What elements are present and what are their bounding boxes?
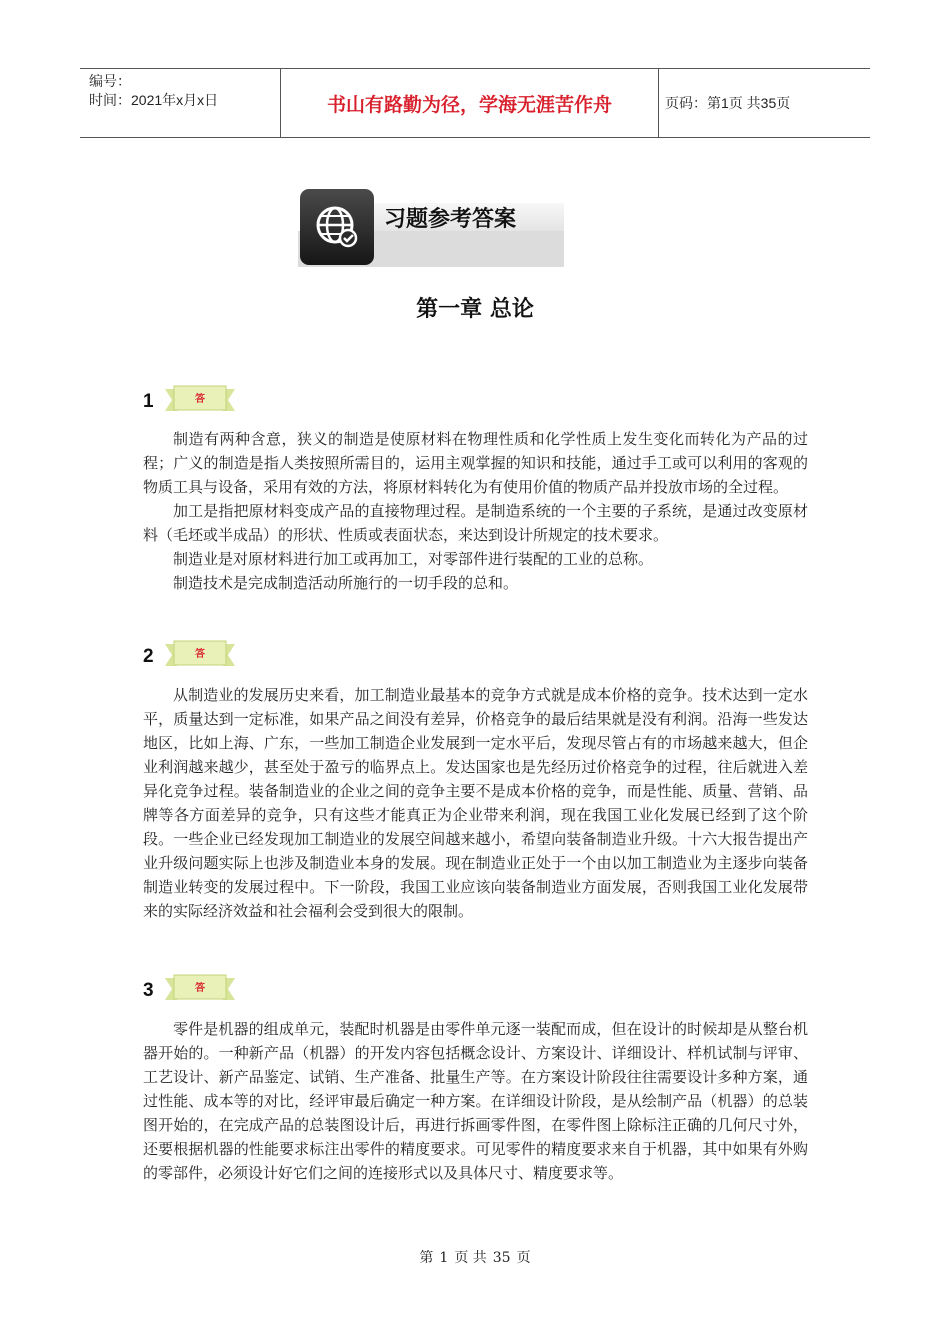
section-3-body xyxy=(143,1017,808,1185)
answer-ribbon-icon xyxy=(165,385,235,417)
answer-banner xyxy=(298,189,564,267)
footer-total: 35 xyxy=(492,1250,511,1266)
paragraph: 制造有两种含意，狭义的制造是使原材料在物理性质和化学性质上发生变化而转化为产品的过程；广义的制造是指人类按照所需目的，运用主观掌握的知识和技能，通过手工或可以利用的客观的物质工具与设备，采用有效的方法，将原材料转化为有使用价值的物质产品并投放市场的全过程。 xyxy=(143,430,808,496)
section-number: 1 xyxy=(143,391,154,412)
date-label: 时间：2021年x月x日 xyxy=(89,92,219,108)
paragraph: 零件是机器的组成单元，装配时机器是由零件单元逐一装配而成，但在设计的时候却是从整台机器开始的。一种新产品（机器）的开发内容包括概念设计、方案设计、详细设计、样机试制与评审、工艺设计、新产品鉴定、试销、生产准备、批量生产等。在方案设计阶段往往需要设计多种方案，通过性能、成本等的对比，经评审最后确定一种方案。在详细设计阶段，是从绘制产品（机器）的总装图开始的，在完成产品的总装图设计后，再进行拆画零件图，在零件图上除标注正确的几何尺寸外，还要根据机器的性能要求标注出零件的精度要求。可见零件的精度要求来自于机器，其中如果有外购的零部件，必须设计好它们之间的连接形式以及具体尺寸、精度要求等。 xyxy=(143,1020,808,1182)
banner-title: 习题参考答案 xyxy=(384,207,517,232)
paragraph: 制造技术是完成制造活动所施行的一切手段的总和。 xyxy=(173,574,519,592)
header-meta xyxy=(80,69,281,137)
answer-ribbon-icon xyxy=(165,640,235,672)
paragraph: 制造业是对原材料进行加工或再加工，对零部件进行装配的工业的总称。 xyxy=(173,550,654,568)
ribbon-label: 答 xyxy=(195,983,205,994)
section-number: 3 xyxy=(143,980,154,1001)
ribbon-label: 答 xyxy=(195,649,205,660)
footer-page: 1 xyxy=(439,1250,449,1266)
paragraph: 加工是指把原材料变成产品的直接物理过程。是制造系统的一个主要的子系统，是通过改变原材料（毛坯或半成品）的形状、性质或表面状态，来达到设计所规定的技术要求。 xyxy=(143,502,808,544)
number-label: 编号： xyxy=(89,73,131,89)
section-1-body xyxy=(143,427,808,595)
section-2-body xyxy=(143,683,808,923)
ribbon-label: 答 xyxy=(195,394,205,405)
header-motto: 书山有路勤为径，学海无涯苦作舟 xyxy=(281,69,659,137)
footer-suffix: 页 xyxy=(516,1250,531,1266)
footer-middle: 页 共 xyxy=(454,1250,487,1266)
chapter-title: 第一章 总论 xyxy=(416,297,534,322)
paragraph: 从制造业的发展历史来看，加工制造业最基本的竞争方式就是成本价格的竞争。技术达到一定水平，质量达到一定标准，如果产品之间没有差异，价格竞争的最后结果就是没有利润。沿海一些发达地区，比如上海、广东，一些加工制造企业发展到一定水平后，发现尽管占有的市场越来越大，但企业利润越来越少，甚至处于盈亏的临界点上。发达国家也是先经历过价格竞争的过程，往后就进入差异化竞争过程。装备制造业的企业之间的竞争主要不是成本价格的竞争，而是性能、质量、营销、品牌等各方面差异的竞争，只有这些才能真正为企业带来利润，现在我国工业化发展已经到了这个阶段。一些企业已经发现加工制造业的发展空间越来越小，希望向装备制造业升级。十六大报告提出产业升级问题实际上也涉及制造业本身的发展。现在制造业正处于一个由以加工制造业为主逐步向装备制造业转变的发展过程中。下一阶段，我国工业应该向装备制造业方面发展，否则我国工业化发展带来的实际经济效益和社会福利会受到很大的限制。 xyxy=(143,686,808,920)
page-label: 页码：第1页 共35页 xyxy=(665,95,791,111)
globe-tools-icon xyxy=(300,189,374,265)
answer-ribbon-icon xyxy=(165,974,235,1006)
document-header xyxy=(80,68,870,138)
page-footer xyxy=(0,1247,950,1267)
footer-prefix: 第 xyxy=(419,1250,434,1266)
section-number: 2 xyxy=(143,646,154,667)
